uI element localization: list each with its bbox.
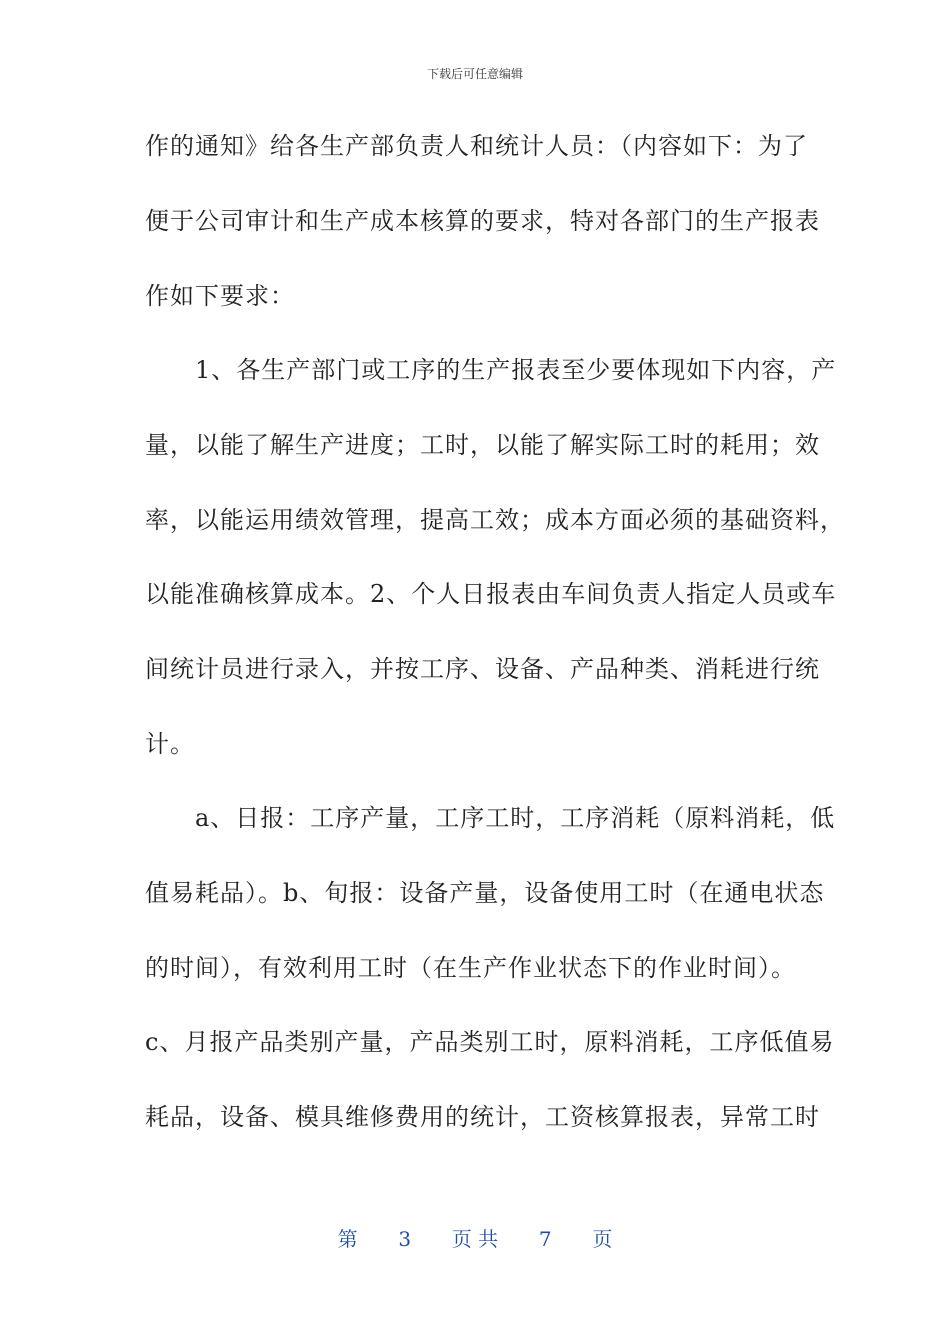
footer-middle: 页 共	[451, 1227, 499, 1251]
body-line-9: 计。	[145, 730, 195, 758]
body-line-3: 作如下要求：	[145, 282, 295, 310]
page-number-footer	[0, 1226, 950, 1252]
body-line-10: a、日报：工序产量，工序工时，工序消耗（原料消耗，低	[145, 804, 836, 832]
body-line-12: 的时间），有效利用工时（在生产作业状态下的作业时间）。	[145, 954, 796, 982]
body-line-2: 便于公司审计和生产成本核算的要求，特对各部门的生产报表	[145, 207, 820, 235]
body-line-4: 1、各生产部门或工序的生产报表至少要体现如下内容，产	[145, 356, 837, 384]
footer-prefix: 第	[337, 1227, 358, 1251]
body-line-14: 耗品，设备、模具维修费用的统计，工资核算报表，异常工时	[145, 1103, 820, 1131]
body-line-11: 值易耗品）。b、旬报：设备产量，设备使用工时（在通电状态	[145, 879, 825, 907]
body-line-1: 作的通知》给各生产部负责人和统计人员：（内容如下：为了	[145, 132, 808, 160]
footer-suffix: 页	[592, 1227, 613, 1251]
body-line-7: 以能准确核算成本。2、个人日报表由车间负责人指定人员或车	[145, 580, 837, 608]
body-line-8: 间统计员进行录入，并按工序、设备、产品种类、消耗进行统	[145, 655, 820, 683]
total-page-number: 7	[538, 1227, 552, 1251]
download-note-header: 下载后可任意编辑	[426, 67, 523, 81]
current-page-number: 3	[398, 1227, 412, 1251]
body-line-5: 量，以能了解生产进度；工时，以能了解实际工时的耗用；效	[145, 431, 820, 459]
body-line-6: 率，以能运用绩效管理，提高工效；成本方面必须的基础资料，	[145, 506, 845, 534]
body-line-13: c、月报产品类别产量，产品类别工时，原料消耗，工序低值易	[145, 1028, 835, 1056]
